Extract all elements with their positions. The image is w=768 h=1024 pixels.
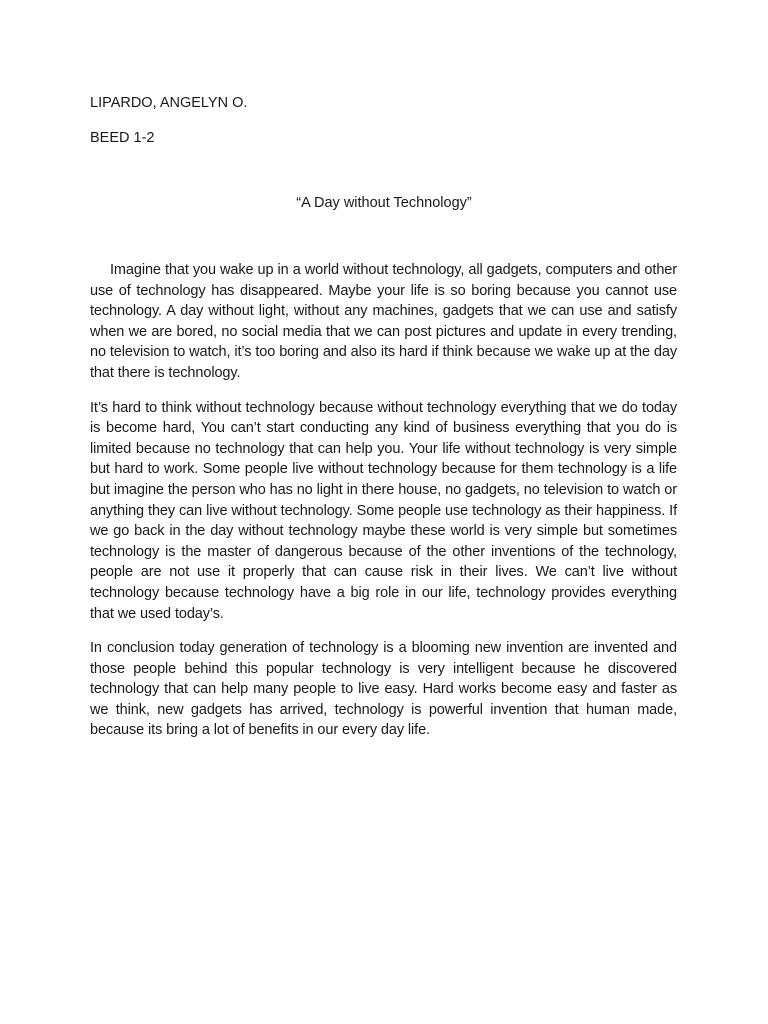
course-section: BEED 1-2 xyxy=(90,130,155,146)
author-name: LIPARDO, ANGELYN O. xyxy=(90,95,248,111)
essay-title: “A Day without Technology” xyxy=(296,195,472,211)
paragraph-body: It’s hard to think without technology because without technology everything that we do today is become hard, You can’t start conducting any kind of business everything that you do is limited because no technology that can help you. Your life without technology is very simple but hard to work. Some people live without technology because for them technology is a life but imagine the person who has no light in there house, no gadgets, no television to watch or anything they can live without technology. Some people use technology as their happiness. If we go back in the day without technology maybe these world is very simple but sometimes technology is the master of dangerous because of the other inventions of the technology, people are not use it properly that can cause risk in their lives. We can’t live without technology because technology have a big role in our life, technology provides everything that we used today’s. xyxy=(90,399,677,622)
essay-body xyxy=(90,260,677,755)
paragraph-conclusion: In conclusion today generation of technology is a blooming new invention are invented and those people behind this popular technology is very intelligent because he discovered technology that can help many people to live easy. Hard works become easy and faster as we think, new gadgets has arrived, technology is powerful invention that human made, because its bring a lot of benefits in our every day life. xyxy=(90,640,677,739)
paragraph-introduction: Imagine that you wake up in a world without technology, all gadgets, computers and other use of technology has disappeared. Maybe your life is so boring because you cannot use technology. A day without light, without any machines, gadgets that we can use and satisfy when we are bored, no social media that we can post pictures and update in every trending, no television to watch, it’s too boring and also its hard if think because we wake up at the day that there is technology. xyxy=(90,262,677,381)
